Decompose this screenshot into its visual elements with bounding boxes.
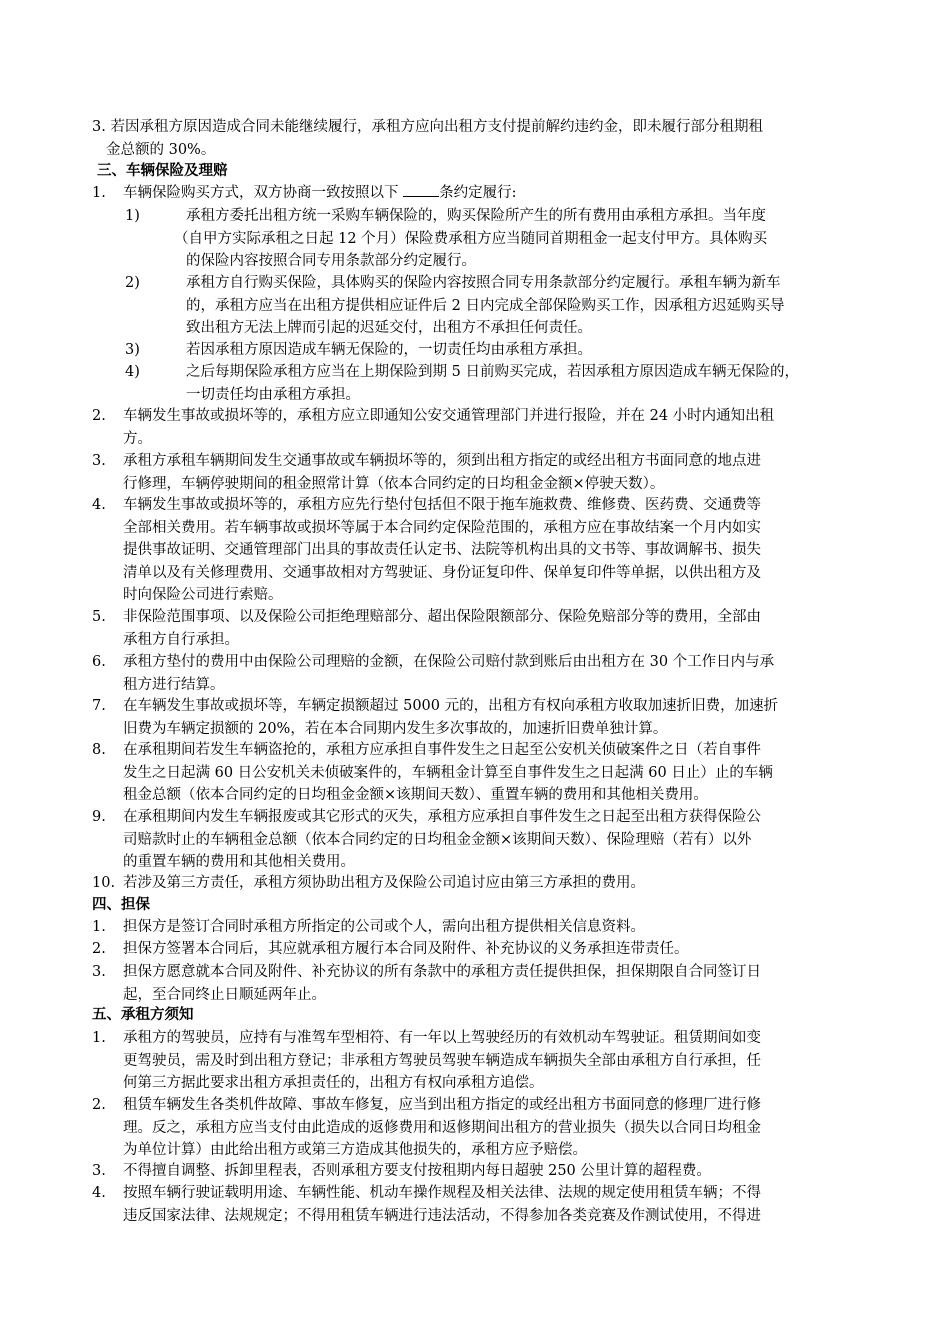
sub-clause-1 [174,205,886,273]
clause-line: 若因承租方原因造成合同未能继续履行，承租方应向出租方支付提前解约违约金，即未履行部分租期租 [110,119,763,135]
sub-clause-line: 承租方自行购买保险，具体购买的保险内容按照合同专用条款部分约定履行。承租车辆为新车 [186,275,781,291]
clause-usage [123,1182,891,1227]
clause-number: 5. [92,609,106,625]
clause-line: 违反国家法律、法规规定；不得用租赁车辆进行违法活动，不得参加各类竞赛及作测试使用，不得进 [123,1207,761,1224]
clause-line: 更驾驶员，需及时到出租方登记；非承租方驾驶员驾驶车辆造成车辆损失全部由承租方自行承担，任 [123,1052,761,1069]
clause-line: 旧费为车辆定损额的 20%，若在本合同期内发生多次事故的，加速折旧费单独计算。 [123,720,668,737]
clause-line: 起，至合同终止日顺延两年止。 [123,986,326,1003]
sub-clause-line: 之后每期保险承租方应当在上期保险到期 5 日前购买完成，若因承租方原因造成车辆无保险的， [186,364,799,380]
clause-guarantee-period [123,961,891,1006]
sub-clause-line: 承租方委托出租方统一采购车辆保险的，购买保险所产生的所有费用由承租方承担。当年度 [186,208,766,224]
clause-line: 担保方是签订合同时承租方所指定的公司或个人，需向出租方提供相关信息资料。 [123,919,645,935]
clause-line: 承租方承租车辆期间发生交通事故或车辆损坏等的，须到出租方指定的或经出租方书面同意的地点进 [123,453,761,469]
clause-line: 车辆发生事故或损坏等的，承租方应先行垫付包括但不限于拖车施救费、维修费、医药费、交通费等 [123,497,761,513]
clause-line: 时向保险公司进行索赔。 [123,587,283,603]
clause-line: 金总额的 30%。 [106,141,216,158]
clause-number: 3. [92,453,106,469]
clause-line: 非保险范围事项、以及保险公司拒绝理赔部分、超出保险限额部分、保险免赔部分等的费用，全部由 [123,609,761,625]
clause-line: 不得擅自调整、拆卸里程表，否则承租方要支付按租期内每日超驶 250 公里计算的超程费。 [123,1163,711,1179]
clause-line: 清单以及有关修理费用、交通事故相对方驾驶证、身份证复印件、保单复印件等单据，以供出租方及 [123,564,761,581]
clause-line: 租赁车辆发生各类机件故障、事故车修复，应当到出租方指定的或经出租方书面同意的修理厂进行修 [123,1097,761,1113]
clause-line: 在承租期间内发生车辆报废或其它形式的灭失，承租方应承担自事件发生之日起至出租方获得保险公 [123,809,761,825]
clause-advance-payment [123,494,891,607]
clause-line: 承租方垫付的费用中由保险公司理赔的金额，在保险公司赔付款到账后由出租方在 30 个工作日内与承 [123,654,775,670]
clause-number: 1. [92,919,106,935]
clause-guarantor-def [123,916,891,939]
clause-third-party [123,872,891,895]
sub-clause-line: 的保险内容按照合同专用条款部分约定履行。 [186,253,476,269]
sub-clause-4 [186,361,886,406]
sub-clause-line: 若因承租方原因造成车辆无保险的，一切责任均由承租方承担。 [186,342,592,358]
sub-clause-number: 3) [125,342,140,358]
clause-number: 1. [92,1030,106,1046]
clause-line: 担保方签署本合同后，其应就承租方履行本合同及附件、补充协议的义务承担连带责任。 [123,941,689,957]
clause-line: 在车辆发生事故或损坏等，车辆定损额超过 5000 元的，出租方有权向承租方收取加速折旧费，加速折 [123,698,779,714]
clause-line: 司赔款时止的车辆租金总额（依本合同约定的日均租金金额×该期间天数）、保险理赔（若有）以外 [123,831,752,848]
clause-odometer [123,1160,891,1183]
clause-line: 何第三方据此要求出租方承担责任的，出租方有权向承租方追偿。 [123,1075,544,1091]
clause-number: 2. [92,408,106,424]
clause-text: 车辆保险购买方式，双方协商一致按照以下 [123,185,404,201]
clause-line: 的重置车辆的费用和其他相关费用。 [123,854,355,870]
clause-line: 若涉及第三方责任，承租方须协助出租方及保险公司追讨应由第三方承担的费用。 [123,875,645,891]
clause-scrap-loss [123,806,891,874]
clause-number: 3. [92,119,106,135]
clause-line: 按照车辆行驶证载明用途、车辆性能、机动车操作规程及相关法律、法规的规定使用租赁车辆；不得 [123,1185,761,1201]
sub-clause-line: 一切责任均由承租方承担。 [186,386,360,403]
sub-clause-number: 2) [125,275,140,291]
sub-clause-number: 4) [125,364,140,380]
clause-line: 为单位计算）由此给出租方或第三方造成其他损失的，承租方应予赔偿。 [123,1142,587,1158]
clause-number: 4. [92,1185,106,1201]
clause-line: 租金总额（依本合同约定的日均租金金额×该期间天数）、重置车辆的费用和其他相关费用。 [123,787,708,803]
sub-clause-line: 致出租方无法上牌而引起的迟延交付，出租方不承担任何责任。 [186,320,592,336]
clause-joint-liability [123,938,891,961]
section-heading-lessee-notice: 五、承租方须知 [92,1006,194,1023]
clause-theft [123,739,891,807]
clause-line: 发生之日起满 60 日公安机关未侦破案件的，车辆租金计算至自事件发生之日起满 60 日止）止的车辆 [123,764,773,781]
clause-accident-report [123,405,891,450]
fill-in-blank[interactable] [403,182,439,197]
clause-line: 全部相关费用。若车辆事故或损坏等属于本合同约定保险范围的，承租方应在事故结案一个月内如实 [123,519,761,536]
clause-insurance-method [123,182,891,205]
clause-number: 6. [92,654,106,670]
clause-number: 10. [92,875,116,891]
clause-number: 4. [92,497,106,513]
clause-line: 租方进行结算。 [123,676,225,693]
clause-line: 承租方自行承担。 [123,631,239,648]
sub-clause-line: （自甲方实际承租之日起 12 个月）保险费承租方应当随同首期租金一起支付甲方。具体购买 [174,230,768,247]
clause-line: 车辆发生事故或损坏等的，承租方应立即通知公安交通管理部门并进行报险，并在 24 小时内通知出租 [123,408,775,424]
clause-depreciation [123,695,891,740]
clause-line: 在承租期间若发生车辆盗抢的，承租方应承担自事件发生之日起至公安机关侦破案件之日（若自事件 [123,742,761,758]
sub-clause-2 [186,272,886,340]
section-heading-insurance: 三、车辆保险及理赔 [97,162,228,179]
clause-repair-location [123,450,891,495]
sub-clause-3 [186,339,886,362]
section-heading-guarantee: 四、担保 [92,896,150,913]
clause-driver [123,1027,891,1095]
clause-text: 条约定履行: [439,185,517,201]
clause-number: 7. [92,698,106,714]
clause-line: 担保方愿意就本合同及附件、补充协议的所有条款中的承租方责任提供担保，担保期限自合同签订日 [123,964,761,980]
clause-line: 行修理，车辆停驶期间的租金照常计算（依本合同约定的日均租金金额×停驶天数）。 [123,475,665,492]
clause-repair-shop [123,1094,891,1162]
clause-number: 3. [92,1163,106,1179]
clause-number: 9. [92,809,106,825]
clause-number: 1. [92,185,106,201]
clause-number: 3. [92,964,106,980]
clause-intro-3 [92,116,892,161]
clause-settlement [123,651,891,696]
clause-non-insurance-costs [123,606,891,651]
sub-clause-number: 1) [125,208,140,224]
clause-number: 2. [92,1097,106,1113]
clause-line: 理。反之，承租方应当支付由此造成的返修费用和返修期间出租方的营业损失（损失以合同日均租金 [123,1119,761,1136]
clause-line: 承租方的驾驶员，应持有与准驾车型相符、有一年以上驾驶经历的有效机动车驾驶证。租赁期间如变 [123,1030,761,1046]
clause-number: 2. [92,941,106,957]
clause-line: 提供事故证明、交通管理部门出具的事故责任认定书、法院等机构出具的文书等、事故调解书、损失 [123,542,761,558]
clause-line: 方。 [123,430,152,447]
sub-clause-line: 的，承租方应当在出租方提供相应证件后 2 日内完成全部保险购买工作，因承租方迟延购买导 [186,297,785,314]
clause-number: 8. [92,742,106,758]
